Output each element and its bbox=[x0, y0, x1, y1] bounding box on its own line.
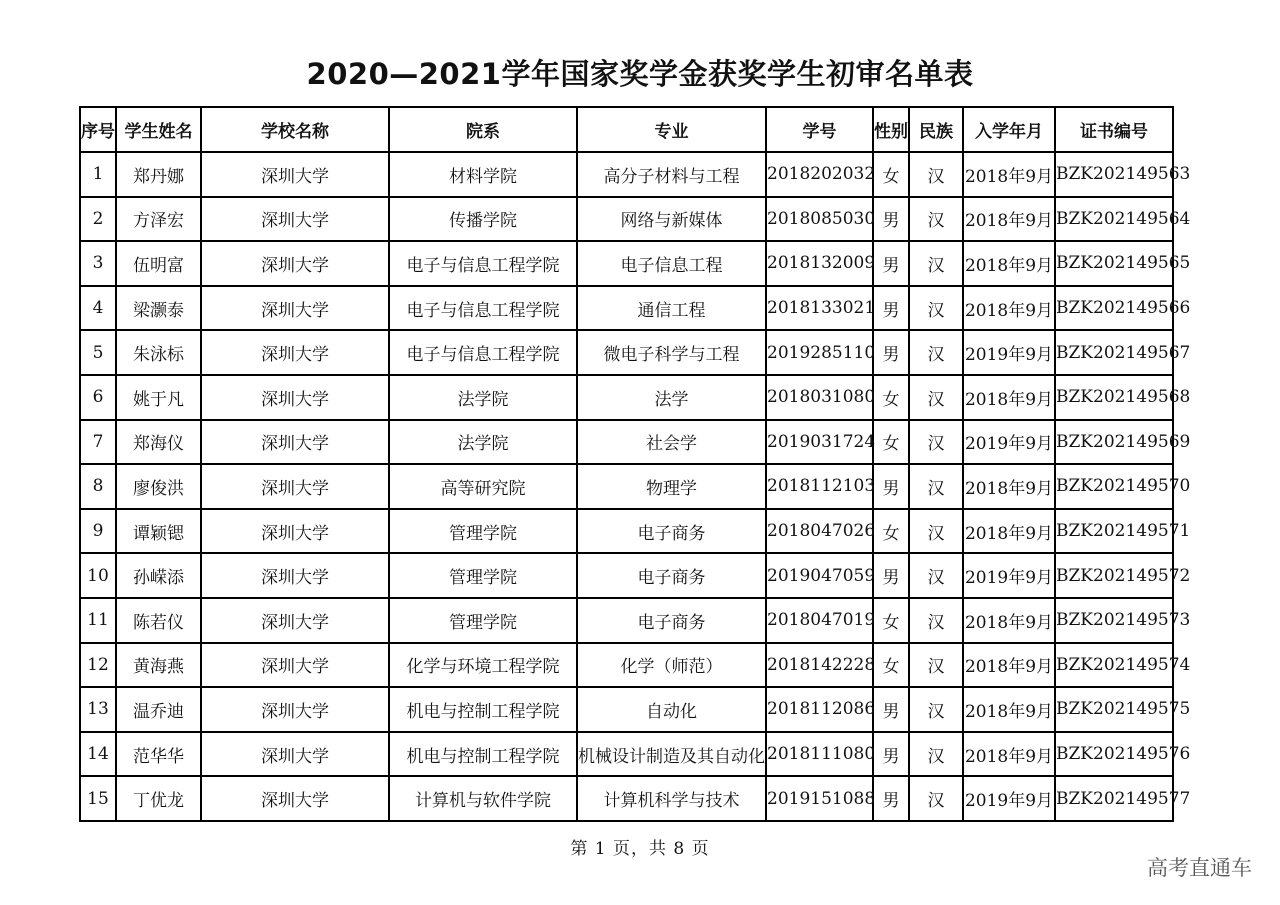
row-student-name: 陈若仪 bbox=[116, 598, 201, 643]
row-gender: 女 bbox=[873, 152, 909, 197]
row-seq: 15 bbox=[80, 776, 116, 821]
row-certificate-no: BZK202149573 bbox=[1055, 598, 1173, 643]
header-seq: 序号 bbox=[80, 107, 116, 152]
row-student-name: 朱泳标 bbox=[116, 330, 201, 375]
table-row bbox=[80, 420, 1173, 465]
row-ethnicity: 汉 bbox=[909, 509, 963, 554]
row-student-name: 廖俊洪 bbox=[116, 464, 201, 509]
row-certificate-no: BZK202149571 bbox=[1055, 509, 1173, 554]
row-school: 深圳大学 bbox=[201, 464, 389, 509]
row-ethnicity: 汉 bbox=[909, 464, 963, 509]
header-certificate-no: 证书编号 bbox=[1055, 107, 1173, 152]
row-ethnicity: 汉 bbox=[909, 643, 963, 688]
row-student-id: 2018047019 bbox=[766, 598, 873, 643]
watermark-text: 高考直通车 bbox=[1147, 856, 1252, 880]
row-student-name: 郑海仪 bbox=[116, 420, 201, 465]
row-department: 法学院 bbox=[389, 420, 577, 465]
row-certificate-no: BZK202149569 bbox=[1055, 420, 1173, 465]
row-school: 深圳大学 bbox=[201, 687, 389, 732]
row-department: 法学院 bbox=[389, 375, 577, 420]
row-seq: 11 bbox=[80, 598, 116, 643]
row-student-id: 2018142228 bbox=[766, 643, 873, 688]
row-enrollment-date: 2018年9月 bbox=[963, 286, 1055, 331]
row-enrollment-date: 2018年9月 bbox=[963, 152, 1055, 197]
row-seq: 14 bbox=[80, 732, 116, 777]
row-school: 深圳大学 bbox=[201, 330, 389, 375]
row-gender: 男 bbox=[873, 553, 909, 598]
row-school: 深圳大学 bbox=[201, 776, 389, 821]
row-gender: 男 bbox=[873, 330, 909, 375]
row-major: 化学（师范） bbox=[577, 643, 766, 688]
row-major: 电子信息工程 bbox=[577, 241, 766, 286]
row-ethnicity: 汉 bbox=[909, 286, 963, 331]
table-row bbox=[80, 509, 1173, 554]
scholarship-roster-table bbox=[79, 106, 1191, 822]
row-seq: 8 bbox=[80, 464, 116, 509]
row-student-id: 2019031724 bbox=[766, 420, 873, 465]
row-department: 传播学院 bbox=[389, 197, 577, 242]
row-student-name: 方泽宏 bbox=[116, 197, 201, 242]
table-row bbox=[80, 643, 1173, 688]
row-student-name: 伍明富 bbox=[116, 241, 201, 286]
row-department: 化学与环境工程学院 bbox=[389, 643, 577, 688]
row-major: 计算机科学与技术 bbox=[577, 776, 766, 821]
row-enrollment-date: 2019年9月 bbox=[963, 420, 1055, 465]
row-ethnicity: 汉 bbox=[909, 598, 963, 643]
row-school: 深圳大学 bbox=[201, 420, 389, 465]
row-enrollment-date: 2018年9月 bbox=[963, 509, 1055, 554]
table-row bbox=[80, 152, 1173, 197]
row-seq: 3 bbox=[80, 241, 116, 286]
table-row bbox=[80, 732, 1173, 777]
row-ethnicity: 汉 bbox=[909, 197, 963, 242]
row-gender: 男 bbox=[873, 732, 909, 777]
header-gender: 性别 bbox=[873, 107, 909, 152]
row-department: 材料学院 bbox=[389, 152, 577, 197]
row-department: 电子与信息工程学院 bbox=[389, 286, 577, 331]
row-major: 法学 bbox=[577, 375, 766, 420]
row-major: 微电子科学与工程 bbox=[577, 330, 766, 375]
row-enrollment-date: 2019年9月 bbox=[963, 776, 1055, 821]
row-major: 电子商务 bbox=[577, 509, 766, 554]
row-department: 机电与控制工程学院 bbox=[389, 732, 577, 777]
row-gender: 男 bbox=[873, 776, 909, 821]
row-ethnicity: 汉 bbox=[909, 687, 963, 732]
row-student-name: 梁灏泰 bbox=[116, 286, 201, 331]
row-student-id: 2019151088 bbox=[766, 776, 873, 821]
header-enrollment-date: 入学年月 bbox=[963, 107, 1055, 152]
row-ethnicity: 汉 bbox=[909, 732, 963, 777]
row-certificate-no: BZK202149564 bbox=[1055, 197, 1173, 242]
row-seq: 1 bbox=[80, 152, 116, 197]
row-gender: 男 bbox=[873, 241, 909, 286]
row-major: 社会学 bbox=[577, 420, 766, 465]
row-gender: 男 bbox=[873, 286, 909, 331]
row-school: 深圳大学 bbox=[201, 509, 389, 554]
row-enrollment-date: 2019年9月 bbox=[963, 553, 1055, 598]
row-department: 电子与信息工程学院 bbox=[389, 330, 577, 375]
row-student-name: 温乔迪 bbox=[116, 687, 201, 732]
table-row bbox=[80, 776, 1173, 821]
row-student-id: 2018085030 bbox=[766, 197, 873, 242]
row-major: 电子商务 bbox=[577, 598, 766, 643]
row-seq: 6 bbox=[80, 375, 116, 420]
row-certificate-no: BZK202149563 bbox=[1055, 152, 1173, 197]
row-department: 高等研究院 bbox=[389, 464, 577, 509]
row-school: 深圳大学 bbox=[201, 241, 389, 286]
row-student-id: 2018132009 bbox=[766, 241, 873, 286]
row-enrollment-date: 2018年9月 bbox=[963, 241, 1055, 286]
row-student-name: 范华华 bbox=[116, 732, 201, 777]
row-school: 深圳大学 bbox=[201, 732, 389, 777]
row-certificate-no: BZK202149575 bbox=[1055, 687, 1173, 732]
row-major: 自动化 bbox=[577, 687, 766, 732]
row-major: 通信工程 bbox=[577, 286, 766, 331]
page-footer: 第 1 页，共 8 页 bbox=[570, 839, 710, 859]
row-enrollment-date: 2018年9月 bbox=[963, 687, 1055, 732]
row-student-name: 谭颖锶 bbox=[116, 509, 201, 554]
row-student-name: 郑丹娜 bbox=[116, 152, 201, 197]
row-student-name: 孙嵘添 bbox=[116, 553, 201, 598]
header-name: 学生姓名 bbox=[116, 107, 201, 152]
row-student-name: 丁优龙 bbox=[116, 776, 201, 821]
row-student-id: 2018031080 bbox=[766, 375, 873, 420]
table-row bbox=[80, 330, 1173, 375]
row-seq: 5 bbox=[80, 330, 116, 375]
table-body bbox=[80, 152, 1191, 821]
row-student-name: 黄海燕 bbox=[116, 643, 201, 688]
row-school: 深圳大学 bbox=[201, 197, 389, 242]
row-gender: 男 bbox=[873, 687, 909, 732]
row-gender: 女 bbox=[873, 375, 909, 420]
header-school: 学校名称 bbox=[201, 107, 389, 152]
row-seq: 2 bbox=[80, 197, 116, 242]
row-enrollment-date: 2018年9月 bbox=[963, 732, 1055, 777]
row-enrollment-date: 2018年9月 bbox=[963, 464, 1055, 509]
row-student-id: 2018112103 bbox=[766, 464, 873, 509]
row-department: 机电与控制工程学院 bbox=[389, 687, 577, 732]
row-school: 深圳大学 bbox=[201, 553, 389, 598]
row-gender: 女 bbox=[873, 643, 909, 688]
row-student-id: 2018202032 bbox=[766, 152, 873, 197]
row-ethnicity: 汉 bbox=[909, 152, 963, 197]
row-seq: 9 bbox=[80, 509, 116, 554]
row-school: 深圳大学 bbox=[201, 286, 389, 331]
row-student-id: 2019047059 bbox=[766, 553, 873, 598]
row-gender: 女 bbox=[873, 598, 909, 643]
row-department: 电子与信息工程学院 bbox=[389, 241, 577, 286]
row-school: 深圳大学 bbox=[201, 598, 389, 643]
row-seq: 4 bbox=[80, 286, 116, 331]
row-student-id: 2019285110 bbox=[766, 330, 873, 375]
row-ethnicity: 汉 bbox=[909, 241, 963, 286]
row-department: 管理学院 bbox=[389, 509, 577, 554]
row-department: 计算机与软件学院 bbox=[389, 776, 577, 821]
row-major: 物理学 bbox=[577, 464, 766, 509]
row-student-id: 2018047026 bbox=[766, 509, 873, 554]
row-certificate-no: BZK202149576 bbox=[1055, 732, 1173, 777]
row-department: 管理学院 bbox=[389, 553, 577, 598]
row-major: 网络与新媒体 bbox=[577, 197, 766, 242]
header-student-id: 学号 bbox=[766, 107, 873, 152]
row-seq: 12 bbox=[80, 643, 116, 688]
row-certificate-no: BZK202149565 bbox=[1055, 241, 1173, 286]
table-row bbox=[80, 687, 1173, 732]
row-seq: 7 bbox=[80, 420, 116, 465]
row-student-id: 2018133021 bbox=[766, 286, 873, 331]
row-major: 高分子材料与工程 bbox=[577, 152, 766, 197]
row-certificate-no: BZK202149572 bbox=[1055, 553, 1173, 598]
row-department: 管理学院 bbox=[389, 598, 577, 643]
row-enrollment-date: 2018年9月 bbox=[963, 643, 1055, 688]
row-school: 深圳大学 bbox=[201, 643, 389, 688]
row-enrollment-date: 2019年9月 bbox=[963, 330, 1055, 375]
page-title: 2020—2021学年国家奖学金获奖学生初审名单表 bbox=[306, 57, 974, 91]
header-dept: 院系 bbox=[389, 107, 577, 152]
row-ethnicity: 汉 bbox=[909, 375, 963, 420]
header-ethnicity: 民族 bbox=[909, 107, 963, 152]
row-major: 机械设计制造及其自动化 bbox=[577, 732, 766, 777]
row-certificate-no: BZK202149570 bbox=[1055, 464, 1173, 509]
row-enrollment-date: 2018年9月 bbox=[963, 598, 1055, 643]
row-ethnicity: 汉 bbox=[909, 776, 963, 821]
table-row bbox=[80, 598, 1173, 643]
row-major: 电子商务 bbox=[577, 553, 766, 598]
row-certificate-no: BZK202149566 bbox=[1055, 286, 1173, 331]
table-row bbox=[80, 241, 1173, 286]
row-certificate-no: BZK202149568 bbox=[1055, 375, 1173, 420]
row-school: 深圳大学 bbox=[201, 152, 389, 197]
row-certificate-no: BZK202149574 bbox=[1055, 643, 1173, 688]
table-row bbox=[80, 553, 1173, 598]
table-row bbox=[80, 286, 1173, 331]
row-ethnicity: 汉 bbox=[909, 330, 963, 375]
row-enrollment-date: 2018年9月 bbox=[963, 197, 1055, 242]
table-header-row bbox=[80, 107, 1173, 152]
row-gender: 女 bbox=[873, 420, 909, 465]
row-certificate-no: BZK202149577 bbox=[1055, 776, 1173, 821]
row-gender: 男 bbox=[873, 197, 909, 242]
row-seq: 10 bbox=[80, 553, 116, 598]
row-student-id: 2018111080 bbox=[766, 732, 873, 777]
row-gender: 女 bbox=[873, 509, 909, 554]
row-enrollment-date: 2018年9月 bbox=[963, 375, 1055, 420]
row-student-name: 姚于凡 bbox=[116, 375, 201, 420]
row-school: 深圳大学 bbox=[201, 375, 389, 420]
row-gender: 男 bbox=[873, 464, 909, 509]
table-row bbox=[80, 464, 1173, 509]
row-ethnicity: 汉 bbox=[909, 553, 963, 598]
row-certificate-no: BZK202149567 bbox=[1055, 330, 1173, 375]
row-seq: 13 bbox=[80, 687, 116, 732]
row-student-id: 2018112086 bbox=[766, 687, 873, 732]
table-row bbox=[80, 375, 1173, 420]
header-major: 专业 bbox=[577, 107, 766, 152]
row-ethnicity: 汉 bbox=[909, 420, 963, 465]
table-row bbox=[80, 197, 1173, 242]
